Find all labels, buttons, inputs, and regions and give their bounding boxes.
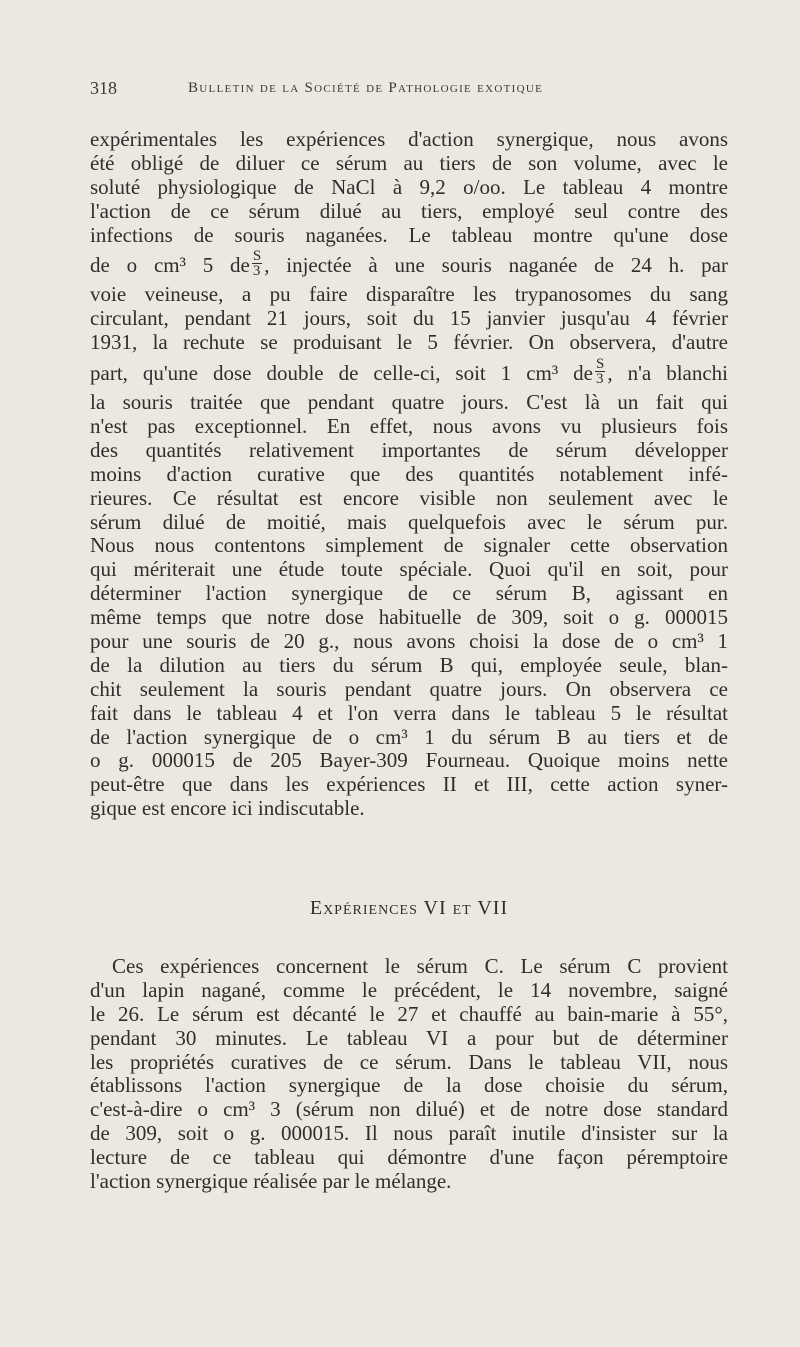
- text-line: de la dilution au tiers du sérum B qui, employée seule, blan-: [90, 653, 728, 677]
- text-line: déterminer l'action synergique de ce sérum B, agissant en: [90, 582, 728, 606]
- fraction-s-over-3: [595, 357, 605, 386]
- page-header: [90, 78, 730, 102]
- text-line: même temps que notre dose habituelle de 309, soit o g. 000015: [90, 606, 728, 630]
- running-title: Bulletin de la Société de Pathologie exotique: [188, 80, 544, 96]
- fraction-denominator: 3: [596, 370, 604, 387]
- text-line: rieures. Ce résultat est encore visible non seulement avec le: [90, 486, 728, 510]
- text-line: fait dans le tableau 4 et l'on verra dans le tableau 5 le résultat: [90, 701, 728, 725]
- paragraph-1: [90, 128, 728, 821]
- line-segment: de o cm³ 5 de: [90, 253, 250, 278]
- text-line: l'action de ce sérum dilué au tiers, employé seul contre des: [90, 199, 728, 223]
- text-line: voie veineuse, a pu faire disparaître les trypanosomes du sang: [90, 283, 728, 307]
- page-number: 318: [90, 78, 117, 98]
- text-line: d'un lapin nagané, comme le précédent, le 14 novembre, saigné: [90, 978, 728, 1002]
- text-line: 1931, la rechute se produisant le 5 février. On observera, d'autre: [90, 331, 728, 355]
- fraction-denominator: 3: [252, 263, 261, 280]
- text-line: pendant 30 minutes. Le tableau VI a pour but de déterminer: [90, 1026, 728, 1050]
- text-line: soluté physiologique de NaCl à 9,2 o/oo. Le tableau 4 montre: [90, 175, 728, 199]
- text-line: infections de souris naganées. Le tableau montre qu'une dose: [90, 223, 728, 247]
- fraction-numerator: S: [596, 355, 605, 372]
- text-line: les propriétés curatives de ce sérum. Dans le tableau VII, nous: [90, 1050, 728, 1074]
- text-line: qui mériterait une étude toute spéciale. Quoi qu'il en soit, pour: [90, 558, 728, 582]
- text-line: n'est pas exceptionnel. En effet, nous avons vu plusieurs fois: [90, 415, 728, 439]
- text-line: c'est-à-dire o cm³ 3 (sérum non dilué) et de notre dose standard: [90, 1098, 728, 1122]
- line-segment: , n'a blanchi: [607, 361, 728, 386]
- text-line-with-fraction: [90, 355, 728, 391]
- text-line: moins d'action curative que des quantités notablement infé-: [90, 462, 728, 486]
- text-line: des quantités relativement importantes de sérum développer: [90, 438, 728, 462]
- paragraph-2: [90, 955, 728, 1194]
- text-line: le 26. Le sérum est décanté le 27 et chauffé au bain-marie à 55°,: [90, 1002, 728, 1026]
- text-line: de l'action synergique de o cm³ 1 du sérum B au tiers et de: [90, 725, 728, 749]
- text-line: Ces expériences concernent le sérum C. Le sérum C provient: [112, 955, 728, 978]
- line-segment: part, qu'une dose double de celle-ci, soit 1 cm³ de: [90, 361, 594, 386]
- text-line: chit seulement la souris pendant quatre jours. On observera ce: [90, 677, 728, 701]
- text-line: sérum dilué de moitié, mais quelquefois avec le sérum pur.: [90, 510, 728, 534]
- text-line-with-fraction: [90, 247, 728, 283]
- text-line: gique est encore ici indiscutable.: [90, 797, 365, 821]
- text-line: lecture de ce tableau qui démontre d'une façon péremptoire: [90, 1146, 728, 1170]
- text-line: la souris traitée que pendant quatre jours. C'est là un fait qui: [90, 391, 728, 415]
- text-line: expérimentales les expériences d'action synergique, nous avons: [90, 128, 728, 151]
- text-line: établissons l'action synergique de la dose choisie du sérum,: [90, 1074, 728, 1098]
- text-line: de 309, soit o g. 000015. Il nous paraît inutile d'insister sur la: [90, 1122, 728, 1146]
- text-line: Nous nous contentons simplement de signaler cette observation: [90, 534, 728, 558]
- fraction-numerator: S: [252, 248, 262, 265]
- text-line: peut-être que dans les expériences II et III, cette action syner-: [90, 773, 728, 797]
- text-line: pour une souris de 20 g., nous avons choisi la dose de o cm³ 1: [90, 630, 728, 654]
- line-segment: , injectée à une souris naganée de 24 h. par: [264, 253, 728, 278]
- text-line: l'action synergique réalisée par le mélange.: [90, 1170, 452, 1194]
- text-line: été obligé de diluer ce sérum au tiers de son volume, avec le: [90, 151, 728, 175]
- section-heading: Expériences VI et VII: [309, 897, 509, 919]
- fraction-s-over-3: [252, 249, 262, 278]
- text-line: circulant, pendant 21 jours, soit du 15 janvier jusqu'au 4 février: [90, 307, 728, 331]
- text-line: o g. 000015 de 205 Bayer-309 Fourneau. Quoique moins nette: [90, 749, 728, 773]
